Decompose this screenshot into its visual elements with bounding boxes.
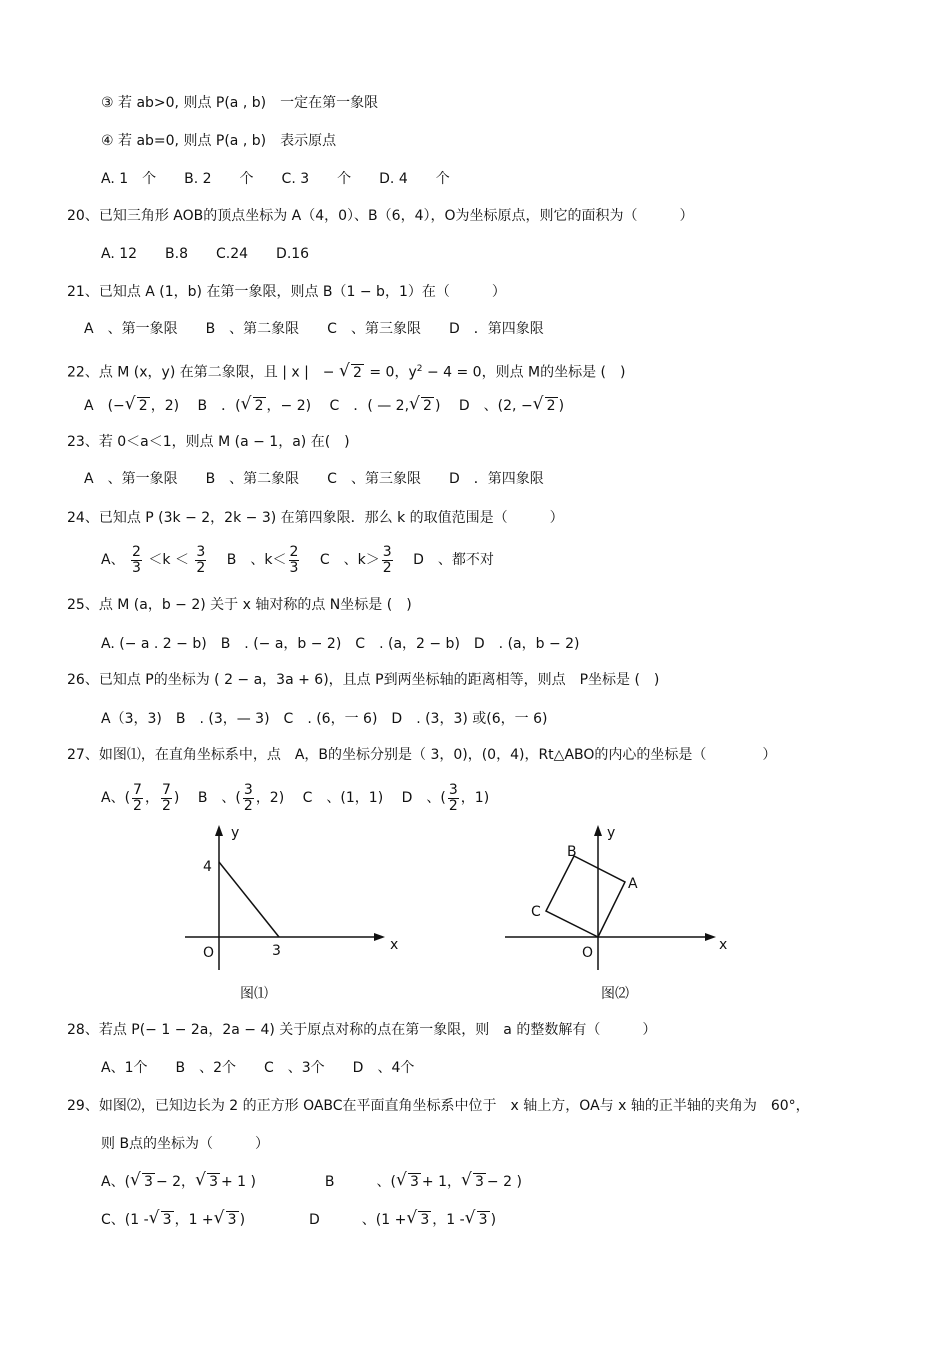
q19-options: A. 1 个 B. 2 个 C. 3 个 D. 4 个 <box>101 171 450 187</box>
q20-options: A. 12 B.8 C.24 D.16 <box>101 246 310 262</box>
label-C: C <box>531 904 541 920</box>
figure-1-caption: 图⑴ <box>240 986 268 1002</box>
sqrt: √ 2 <box>340 364 364 382</box>
q28-options: A、1个 B 、2个 C 、3个 D 、4个 <box>101 1060 415 1076</box>
label-3: 3 <box>272 943 281 959</box>
q27-options: A、( $\frac{7}{2}$ ， $\frac{7}{2}$ ) B 、( $\frac{3}{2}$ ，2) C 、(1，1) D 、( $\frac{3}{2}$ ，1) <box>101 781 490 814</box>
origin-label: O <box>582 945 594 961</box>
q23-options: A 、第一象限 B 、第二象限 C 、第三象限 D ．第四象限 <box>84 471 544 487</box>
q22-stem: 22、点 M (x，y) 在第二象限，且 | x | − √ 2 = 0，$y^2 - 4 = 0$，则点 M的坐标是 ( ) <box>67 360 625 382</box>
q29-options-cd: C、(1 -√ 3 ，1 +√ 3 ) D 、(1 +√ 3 ，1 -√ 3 ) <box>101 1211 496 1229</box>
statement-3: ③ 若 ab>0, 则点 P(a , b) 一定在第一象限 <box>101 95 379 111</box>
label-4: 4 <box>203 859 212 875</box>
q28-stem: 28、若点 P(− 1 − 2a，2a − 4) 关于原点对称的点在第一象限，则 a 的整数解有（ ） <box>67 1022 657 1038</box>
x-axis-label: x <box>390 937 399 953</box>
label-A: A <box>628 876 638 892</box>
q21-stem: 21、已知点 A (1，b) 在第一象限，则点 B（1 − b，1）在（ ） <box>67 284 506 300</box>
q21-options: A 、第一象限 B 、第二象限 C 、第三象限 D ．第四象限 <box>84 321 544 337</box>
q22-options: A (−√ 2 ，2) B ．(√ 2 ，− 2) C ．( — 2,√ 2 ) D 、(2, −√ 2 ) <box>84 397 564 415</box>
q24-stem: 24、已知点 P (3k − 2，2k − 3) 在第四象限．那么 k 的取值范围是（ ） <box>67 510 564 526</box>
q26-stem: 26、已知点 P的坐标为 ( 2 − a，3a + 6)，且点 P到两坐标轴的距离相等，则点 P坐标是 ( ) <box>67 672 660 688</box>
q29-options-ab: A、(√ 3 − 2，√ 3 + 1 ) B 、(√ 3 + 1，√ 3 − 2 ) <box>101 1173 522 1191</box>
label-B: B <box>567 844 577 860</box>
origin-label: O <box>203 945 215 961</box>
square-OABC <box>546 856 625 937</box>
q25-options: A. (− a . 2 − b) B . (− a，b − 2) C . (a，2 − b) D . (a，b − 2) <box>101 636 580 652</box>
figure-1 <box>175 820 415 1010</box>
figure-2 <box>495 820 745 1010</box>
triangle-hypotenuse <box>219 862 279 937</box>
q25-stem: 25、点 M (a，b − 2) 关于 x 轴对称的点 N坐标是 ( ) <box>67 597 412 613</box>
q29-stem: 29、如图⑵，已知边长为 2 的正方形 OABC在平面直角坐标系中位于 x 轴上方，OA与 x 轴的正半轴的夹角为 60°， <box>67 1098 810 1114</box>
q27-stem: 27、如图⑴，在直角坐标系中，点 A，B的坐标分别是（ 3，0)，(0，4)，Rt△ABO的内心的坐标是（ ） <box>67 747 777 763</box>
q20-stem: 20、已知三角形 AOB的顶点坐标为 A（4，0）、B（6，4），O为坐标原点，则它的面积为（ ） <box>67 208 694 224</box>
figure-2-caption: 图⑵ <box>601 986 629 1002</box>
y-axis-label: y <box>231 825 240 841</box>
q29-stem-2: 则 B点的坐标为（ ） <box>101 1136 270 1152</box>
q23-stem: 23、若 0＜a＜1，则点 M (a − 1，a) 在( ) <box>67 434 350 450</box>
q26-options: A（3，3) B . (3，— 3) C . (6，一 6) D . (3，3) 或(6，一 6) <box>101 711 548 727</box>
statement-4: ④ 若 ab=0, 则点 P(a , b) 表示原点 <box>101 133 337 149</box>
y-axis-label: y <box>607 825 616 841</box>
q24-options: A、 $\frac{2}{3}$ ＜k ＜ $\frac{3}{2}$ B 、k＜ $\frac{2}{3}$ C 、k＞ $\frac{3}{2}$ D 、都不对 <box>101 543 494 576</box>
x-axis-label: x <box>719 937 728 953</box>
